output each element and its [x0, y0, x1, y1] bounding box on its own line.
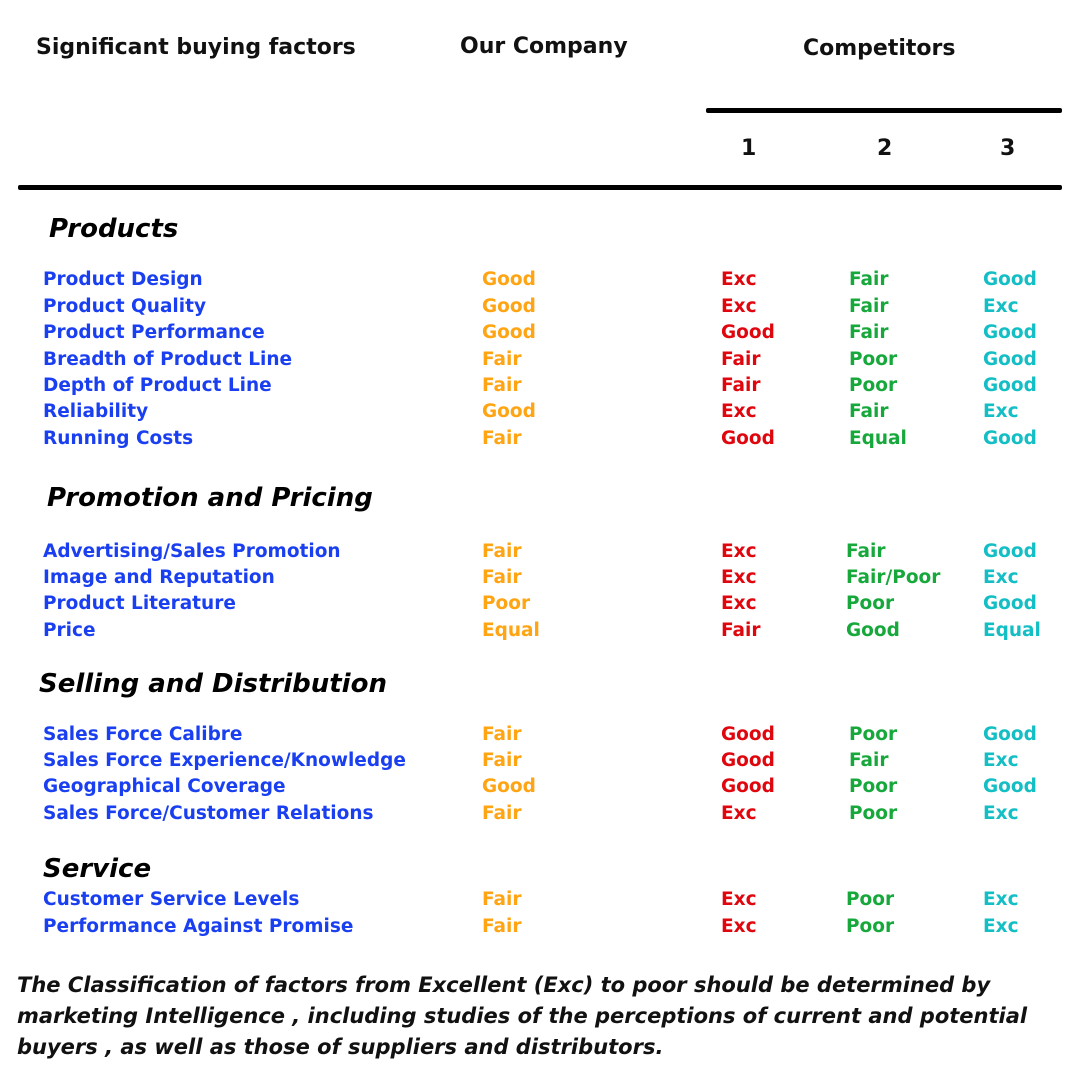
- our-company-rating: Fair: [482, 567, 522, 588]
- competitor-1-rating: Good: [721, 724, 775, 745]
- competitor-3-rating: Exc: [983, 803, 1019, 824]
- factor-row: [0, 320, 1080, 346]
- our-company-rating: Equal: [482, 620, 540, 641]
- factor-name: Sales Force Experience/Knowledge: [43, 750, 406, 771]
- section-title-promotion-and-pricing: Promotion and Pricing: [47, 483, 373, 513]
- factor-name: Customer Service Levels: [43, 889, 300, 910]
- our-company-rating: Fair: [482, 349, 522, 370]
- competitor-2-rating: Poor: [846, 889, 895, 910]
- competitor-2-rating: Equal: [849, 428, 907, 449]
- our-company-rating: Good: [482, 401, 536, 422]
- competitor-2-rating: Fair: [849, 296, 889, 317]
- competitor-3-rating: Good: [983, 724, 1037, 745]
- factor-row: [0, 426, 1080, 452]
- factor-name: Product Literature: [43, 593, 236, 614]
- competitor-2-header: 2: [877, 136, 893, 161]
- competitor-3-rating: Equal: [983, 620, 1041, 641]
- factor-name: Price: [43, 620, 96, 641]
- section-title-selling-and-distribution: Selling and Distribution: [39, 669, 387, 699]
- our-company-rating: Fair: [482, 724, 522, 745]
- competitor-1-rating: Exc: [721, 593, 757, 614]
- competitor-2-rating: Fair: [849, 750, 889, 771]
- competitor-2-rating: Poor: [846, 916, 895, 937]
- factor-row: [0, 347, 1080, 373]
- our-company-rating: Poor: [482, 593, 531, 614]
- factor-row: [0, 565, 1080, 591]
- competitor-3-rating: Exc: [983, 567, 1019, 588]
- factor-row: [0, 722, 1080, 748]
- competitor-3-rating: Exc: [983, 916, 1019, 937]
- competitor-2-rating: Fair/Poor: [846, 567, 941, 588]
- our-company-rating: Fair: [482, 375, 522, 396]
- competitor-2-rating: Fair: [846, 541, 886, 562]
- competitor-3-rating: Exc: [983, 889, 1019, 910]
- competitor-3-rating: Good: [983, 776, 1037, 797]
- factor-row: [0, 591, 1080, 617]
- competitor-1-rating: Good: [721, 750, 775, 771]
- competitor-2-rating: Fair: [849, 322, 889, 343]
- factor-name: Running Costs: [43, 428, 194, 449]
- competitor-1-rating: Good: [721, 322, 775, 343]
- our-company-rating: Fair: [482, 428, 522, 449]
- factors-column-header: Significant buying factors: [36, 35, 356, 60]
- our-company-rating: Fair: [482, 916, 522, 937]
- competitor-1-rating: Exc: [721, 269, 757, 290]
- section-title-service: Service: [43, 854, 152, 884]
- our-company-rating: Good: [482, 776, 536, 797]
- competitor-3-rating: Exc: [983, 296, 1019, 317]
- our-company-rating: Fair: [482, 541, 522, 562]
- factor-row: [0, 373, 1080, 399]
- competitor-1-rating: Exc: [721, 296, 757, 317]
- competitor-2-rating: Poor: [849, 776, 898, 797]
- factor-row: [0, 774, 1080, 800]
- competitor-2-rating: Poor: [849, 349, 898, 370]
- competitor-3-rating: Exc: [983, 750, 1019, 771]
- factor-name: Product Quality: [43, 296, 207, 317]
- competitor-2-rating: Poor: [849, 375, 898, 396]
- competitor-1-rating: Good: [721, 776, 775, 797]
- factor-name: Image and Reputation: [43, 567, 275, 588]
- factor-row: [0, 618, 1080, 644]
- competitor-1-rating: Fair: [721, 349, 761, 370]
- competitor-1-rating: Fair: [721, 375, 761, 396]
- competitor-1-rating: Exc: [721, 401, 757, 422]
- competitors-column-header: Competitors: [803, 36, 956, 61]
- classification-footnote: The Classification of factors from Excellent (Exc) to poor should be determined by marketing Intelligence , including studies of the perceptions of current and potential buyers , as well as those of suppliers and distributors.: [17, 973, 1028, 1059]
- competitor-1-rating: Exc: [721, 889, 757, 910]
- competitor-1-rating: Exc: [721, 567, 757, 588]
- competitor-1-rating: Exc: [721, 803, 757, 824]
- factor-row: [0, 801, 1080, 827]
- factor-name: Product Performance: [43, 322, 265, 343]
- factor-row: [0, 914, 1080, 940]
- competitor-1-rating: Exc: [721, 541, 757, 562]
- competitor-3-rating: Good: [983, 269, 1037, 290]
- competitor-3-rating: Good: [983, 541, 1037, 562]
- factor-row: [0, 399, 1080, 425]
- factor-name: Reliability: [43, 401, 149, 422]
- factor-name: Geographical Coverage: [43, 776, 286, 797]
- our-company-rating: Good: [482, 269, 536, 290]
- header-divider-rule: [18, 185, 1062, 190]
- our-company-rating: Good: [482, 296, 536, 317]
- factor-name: Performance Against Promise: [43, 916, 354, 937]
- competitor-2-rating: Poor: [849, 803, 898, 824]
- factor-name: Sales Force/Customer Relations: [43, 803, 374, 824]
- competitor-3-rating: Good: [983, 375, 1037, 396]
- competitor-2-rating: Good: [846, 620, 900, 641]
- factor-name: Sales Force Calibre: [43, 724, 243, 745]
- factor-row: [0, 539, 1080, 565]
- competitor-3-rating: Good: [983, 428, 1037, 449]
- factor-row: [0, 294, 1080, 320]
- our-company-rating: Fair: [482, 750, 522, 771]
- competitor-3-rating: Exc: [983, 401, 1019, 422]
- competitor-3-header: 3: [1000, 136, 1016, 161]
- our-company-rating: Fair: [482, 803, 522, 824]
- competitor-3-rating: Good: [983, 349, 1037, 370]
- factor-row: [0, 748, 1080, 774]
- competitor-2-rating: Poor: [849, 724, 898, 745]
- factor-name: Product Design: [43, 269, 203, 290]
- competitors-header-rule: [706, 108, 1062, 113]
- factor-name: Breadth of Product Line: [43, 349, 293, 370]
- factor-row: [0, 887, 1080, 913]
- competitor-2-rating: Fair: [849, 269, 889, 290]
- our-company-rating: Good: [482, 322, 536, 343]
- competitor-1-rating: Good: [721, 428, 775, 449]
- section-title-products: Products: [49, 214, 179, 244]
- our-company-column-header: Our Company: [460, 34, 628, 59]
- competitor-3-rating: Good: [983, 593, 1037, 614]
- competitor-3-rating: Good: [983, 322, 1037, 343]
- competitor-1-header: 1: [741, 136, 757, 161]
- factor-row: [0, 267, 1080, 293]
- competitor-2-rating: Fair: [849, 401, 889, 422]
- factor-name: Depth of Product Line: [43, 375, 272, 396]
- our-company-rating: Fair: [482, 889, 522, 910]
- competitor-1-rating: Exc: [721, 916, 757, 937]
- factor-name: Advertising/Sales Promotion: [43, 541, 341, 562]
- competitor-1-rating: Fair: [721, 620, 761, 641]
- competitor-2-rating: Poor: [846, 593, 895, 614]
